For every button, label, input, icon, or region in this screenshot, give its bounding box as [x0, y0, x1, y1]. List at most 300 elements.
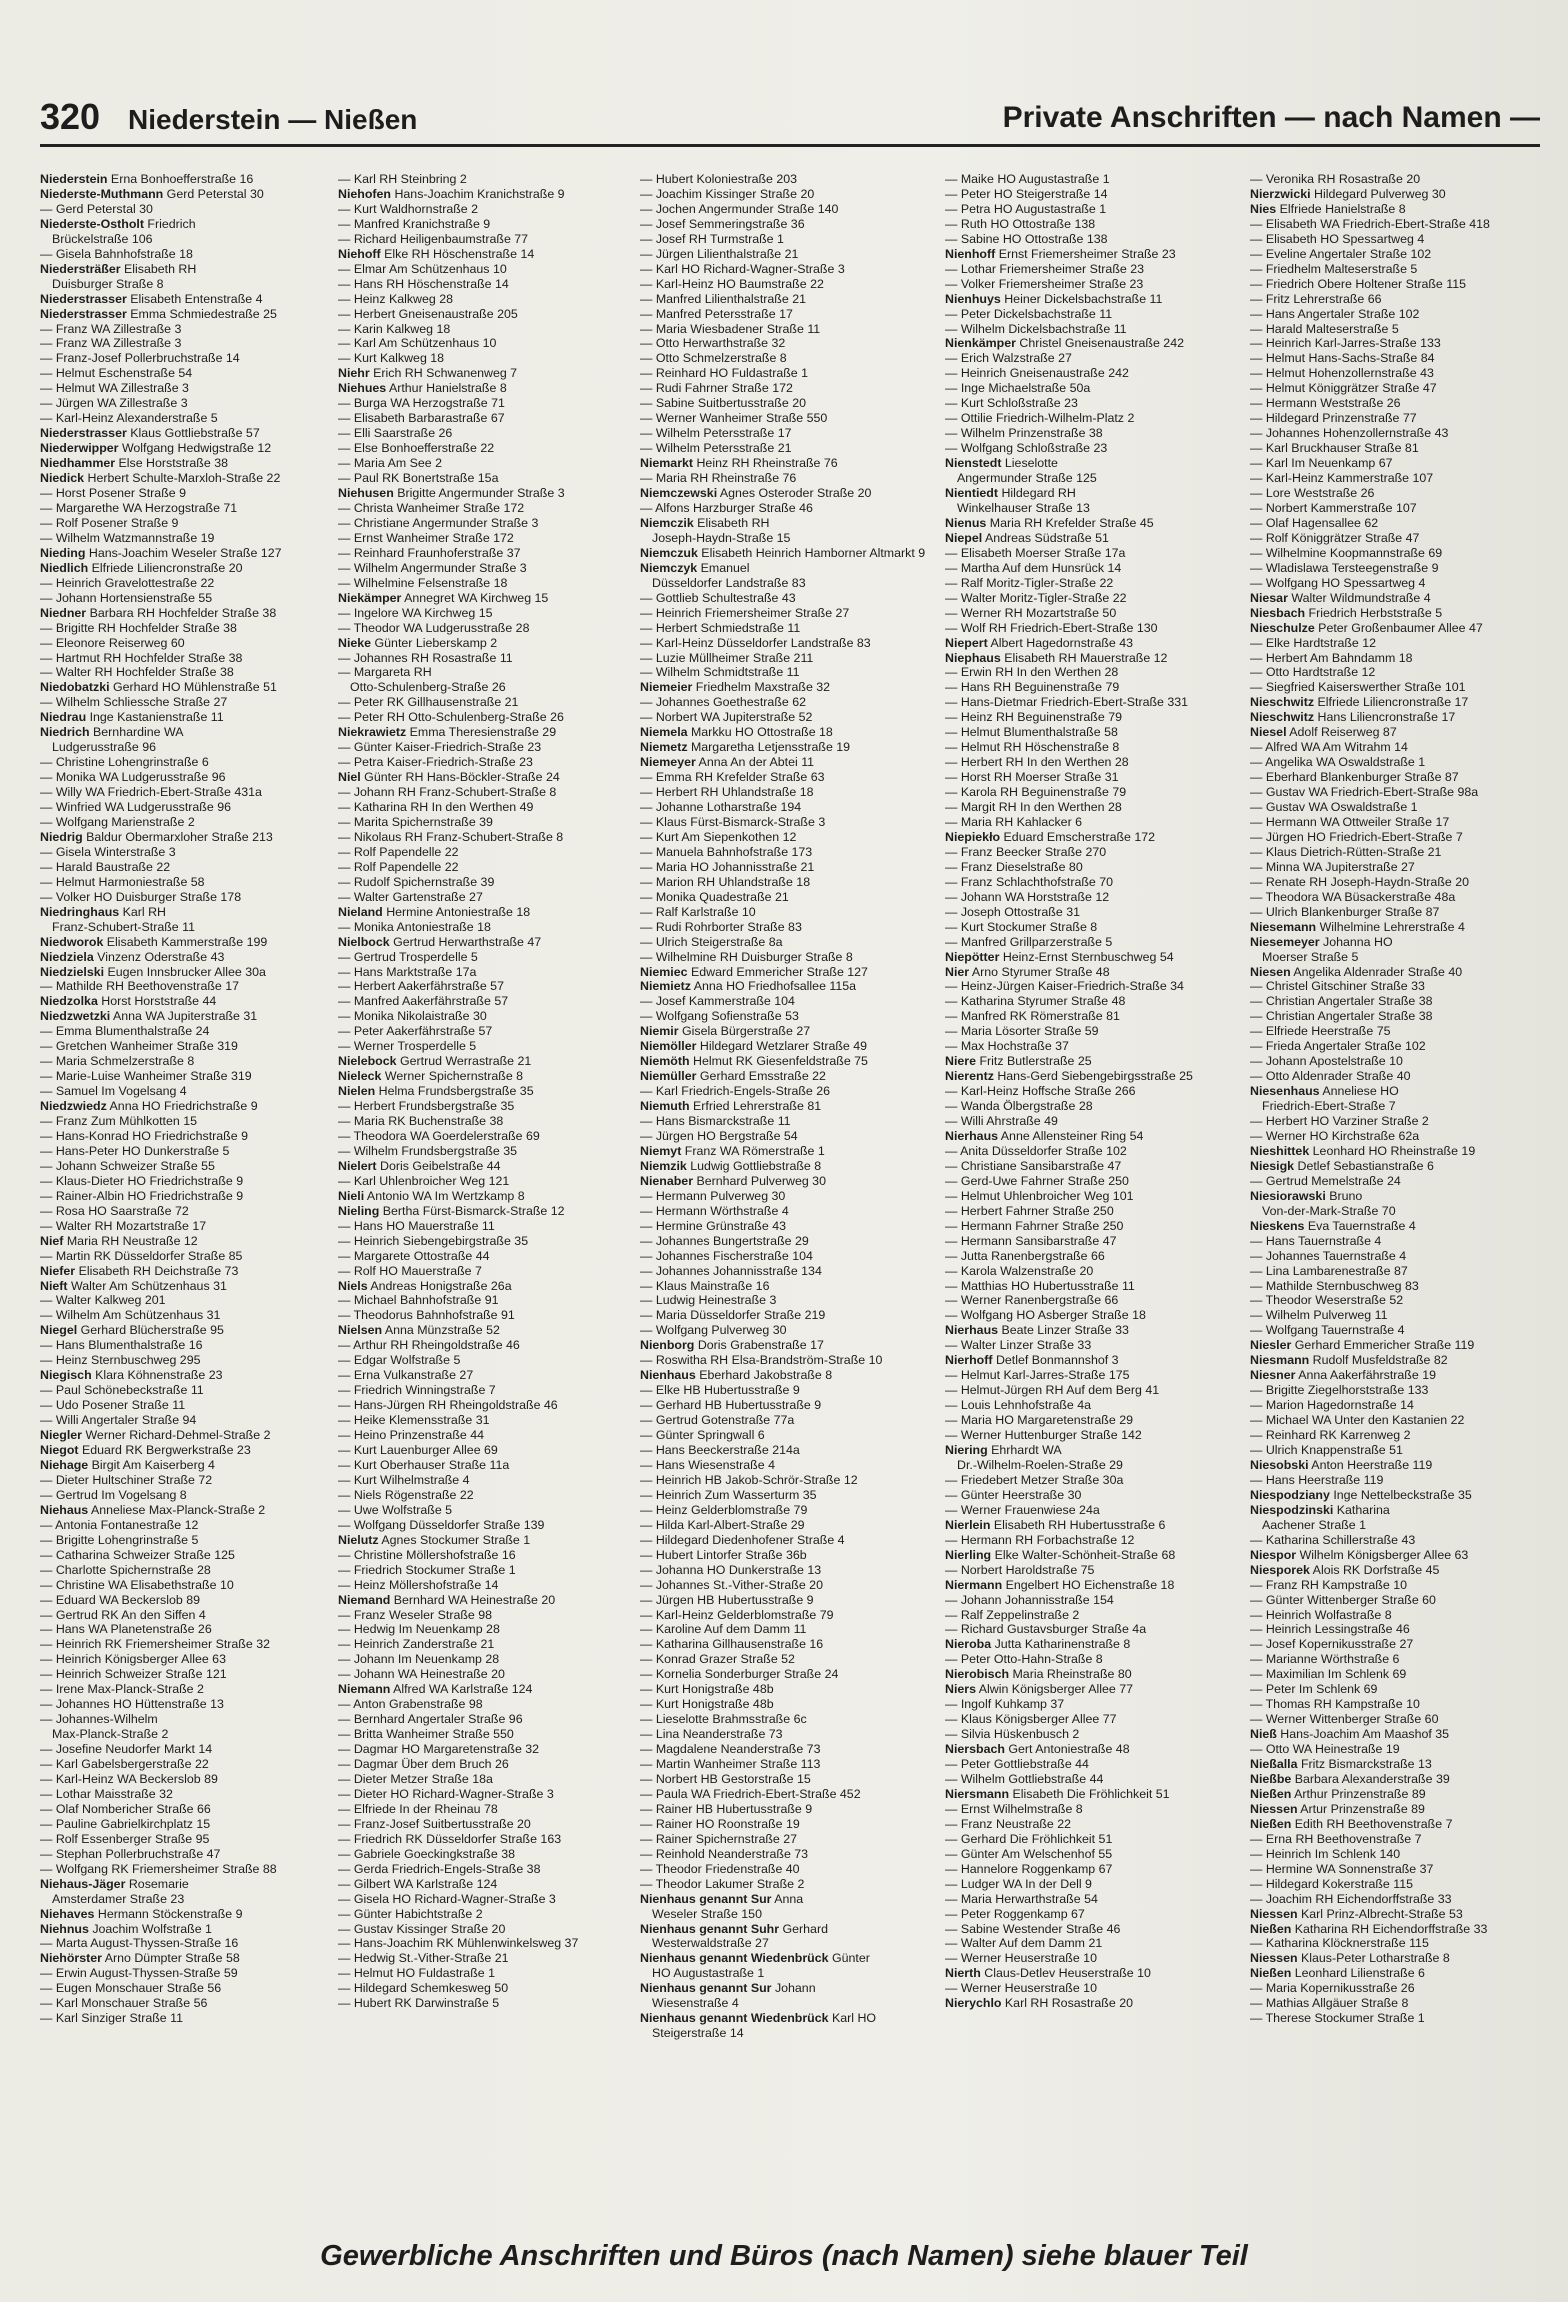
entry-details: — Manfred Kranichstraße 9 [338, 216, 491, 231]
directory-entry [40, 1084, 336, 1099]
entry-details: — Heinrich Zanderstraße 21 [338, 1637, 495, 1652]
directory-entry [640, 1787, 940, 1802]
directory-entry [1250, 1847, 1550, 1862]
directory-entry [640, 232, 940, 247]
entry-details: — Karin Kalkweg 18 [338, 321, 451, 336]
directory-entry [40, 1293, 336, 1308]
directory-entry [40, 920, 336, 935]
entry-details: — Manfred Lilienthalstraße 21 [640, 291, 806, 306]
surname: Nierling [945, 1547, 992, 1562]
directory-entry [945, 292, 1245, 307]
surname: Nießen [1250, 1921, 1292, 1936]
surname: Niemela [640, 725, 688, 740]
directory-entry [338, 621, 638, 636]
directory-entry [40, 1234, 336, 1249]
entry-details: Franz-Schubert-Straße 11 [52, 919, 196, 934]
directory-entry [1250, 1981, 1550, 1996]
entry-details: — Peter RH Otto-Schulenberg-Straße 26 [338, 710, 564, 725]
entry-details: — Erwin August-Thyssen-Straße 59 [40, 1966, 238, 1981]
surname: Nielebock [338, 1054, 397, 1069]
directory-entry [945, 1593, 1245, 1608]
directory-entry [1250, 1264, 1550, 1279]
surname: Niesbach [1250, 605, 1306, 620]
entry-details: — Hermann Pulverweg 30 [640, 1188, 786, 1203]
entry-details: HO Augustastraße 1 [652, 1966, 765, 1981]
entry-details: — Peter Gottliebstraße 44 [945, 1757, 1089, 1772]
directory-entry [945, 695, 1245, 710]
entry-details: — Dieter HO Richard-Wagner-Straße 3 [338, 1786, 554, 1801]
directory-entry [40, 1922, 336, 1937]
directory-entry [945, 277, 1245, 292]
entry-details: — Hans Blumenthalstraße 16 [40, 1338, 203, 1353]
entry-details: — Christiane Sansibarstraße 47 [945, 1158, 1122, 1173]
entry-details: Leonhard Lilienstraße 6 [1291, 1966, 1425, 1981]
entry-details: — Reinhold Neanderstraße 73 [640, 1846, 809, 1861]
directory-entry [40, 800, 336, 815]
directory-entry [945, 1159, 1245, 1174]
directory-entry [338, 1084, 638, 1099]
directory-entry [640, 785, 940, 800]
entry-details: — Elisabeth WA Friedrich-Ebert-Straße 418 [1250, 216, 1490, 231]
entry-details: — Rudi Fahrner Straße 172 [640, 381, 793, 396]
directory-entry [40, 1099, 336, 1114]
directory-entry [1250, 1877, 1550, 1892]
entry-details: — Hermann Wörthstraße 4 [640, 1203, 789, 1218]
entry-details: Westerwaldstraße 27 [652, 1936, 769, 1951]
entry-details: — Wilhelm Am Schützenhaus 31 [40, 1308, 221, 1323]
entry-details: — Wilhelm Gottliebstraße 44 [945, 1771, 1104, 1786]
entry-details: — Peter Dickelsbachstraße 11 [945, 306, 1113, 321]
directory-entry [945, 785, 1245, 800]
entry-details: — Martin RK Düsseldorfer Straße 85 [40, 1248, 243, 1263]
directory-entry [945, 1204, 1245, 1219]
directory-entry [1250, 351, 1550, 366]
surname: Nieschwitz [1250, 710, 1315, 725]
directory-entry [338, 1413, 638, 1428]
directory-entry [40, 322, 336, 337]
directory-entry [1250, 965, 1550, 980]
entry-details: Arno Dümpter Straße 58 [101, 1951, 240, 1966]
directory-entry [338, 740, 638, 755]
directory-entry [640, 1353, 940, 1368]
directory-entry [945, 1533, 1245, 1548]
directory-entry [640, 935, 940, 950]
directory-entry [338, 1323, 638, 1338]
directory-entry [338, 1189, 638, 1204]
directory-entry [640, 1892, 940, 1907]
directory-entry [1250, 725, 1550, 740]
entry-details: — Maike HO Augustastraße 1 [945, 172, 1110, 186]
entry-details: — Kurt Oberhauser Straße 11a [338, 1457, 510, 1472]
directory-entry [945, 1039, 1245, 1054]
entry-details: — Dieter Metzer Straße 18a [338, 1771, 493, 1786]
entry-details: — Josef RH Turmstraße 1 [640, 231, 784, 246]
directory-entry [40, 1413, 336, 1428]
directory-entry [1250, 1488, 1550, 1503]
entry-details: — Günter Heerstraße 30 [945, 1487, 1082, 1502]
directory-entry [1250, 1578, 1550, 1593]
surname: Niemann [338, 1682, 391, 1697]
directory-entry [945, 1129, 1245, 1144]
entry-details: — Monika Nikolaistraße 30 [338, 1009, 487, 1024]
entry-details: — Maria Herwarthstraße 54 [945, 1891, 1098, 1906]
entry-details: Eduard Emscherstraße 172 [1000, 829, 1156, 844]
directory-entry [40, 710, 336, 725]
directory-entry [640, 2011, 940, 2026]
directory-entry [1250, 1817, 1550, 1832]
entry-details: Christel Gneisenaustraße 242 [1015, 336, 1184, 351]
directory-entry [338, 1264, 638, 1279]
entry-details: — Johann Schweizer Straße 55 [40, 1158, 215, 1173]
entry-details: — Hans Bismarckstraße 11 [640, 1114, 791, 1129]
directory-entry [40, 1518, 336, 1533]
directory-entry [338, 1338, 638, 1353]
surname: Nienaber [640, 1173, 694, 1188]
surname: Nierzwicki [1250, 186, 1311, 201]
directory-entry [945, 1951, 1245, 1966]
directory-entry [338, 1862, 638, 1877]
surname: Niesemeyer [1250, 934, 1320, 949]
entry-details: — Wolfgang HO Asberger Straße 18 [945, 1308, 1146, 1323]
directory-entry [1250, 1144, 1550, 1159]
entry-details: — Ralf Moritz-Tigler-Straße 22 [945, 575, 1114, 590]
entry-details: — Gertrud Gotenstraße 77a [640, 1413, 795, 1428]
directory-entry [338, 277, 638, 292]
entry-details: — Hans Wiesenstraße 4 [640, 1457, 775, 1472]
directory-entry [338, 232, 638, 247]
entry-details: Emma Theresienstraße 29 [406, 725, 557, 740]
directory-entry [338, 725, 638, 740]
entry-details: Elke Walter-Schönheit-Straße 68 [991, 1547, 1176, 1562]
entry-details: — Heinz Kalkweg 28 [338, 291, 454, 306]
surname: Niedworok [40, 934, 104, 949]
directory-entry [1250, 576, 1550, 591]
entry-details: Margaretha Letjensstraße 19 [687, 740, 851, 755]
directory-entry [40, 1024, 336, 1039]
directory-entry [945, 1249, 1245, 1264]
directory-entry [640, 1578, 940, 1593]
entry-details: — Max Hochstraße 37 [945, 1039, 1069, 1054]
directory-entry [40, 1503, 336, 1518]
entry-details: — Karola Walzenstraße 20 [945, 1263, 1094, 1278]
directory-entry [1250, 501, 1550, 516]
directory-entry [338, 1009, 638, 1024]
entry-details: — Johannes St.-Vither-Straße 20 [640, 1577, 823, 1592]
entry-details: — Maria Wiesbadener Straße 11 [640, 321, 821, 336]
entry-details: Hans-Joachim Kranichstraße 9 [391, 186, 565, 201]
entry-details: — Wolfgang Tauernstraße 4 [1250, 1323, 1405, 1338]
entry-details: — Werner Heuserstraße 10 [945, 1951, 1097, 1966]
directory-entry [40, 1398, 336, 1413]
directory-entry [640, 1936, 940, 1951]
entry-details: — Dagmar Über dem Bruch 26 [338, 1757, 509, 1772]
entry-details: — Wilhelm Frundsbergstraße 35 [338, 1143, 518, 1158]
directory-entry [40, 217, 336, 232]
surname: Niedlich [40, 560, 89, 575]
directory-entry [945, 202, 1245, 217]
entry-details: Erfried Lehrerstraße 81 [689, 1099, 822, 1114]
directory-entry [40, 277, 336, 292]
directory-entry [338, 322, 638, 337]
entry-details: — Herbert RH Uhlandstraße 18 [640, 785, 814, 800]
directory-entry [338, 1757, 638, 1772]
entry-details: — Manfred Grillparzerstraße 5 [945, 934, 1113, 949]
directory-entry [640, 322, 940, 337]
directory-entry [945, 935, 1245, 950]
directory-entry [40, 1667, 336, 1682]
directory-entry [338, 262, 638, 277]
entry-details: — Franz WA Zillestraße 3 [40, 321, 182, 336]
entry-details: — Theodora WA Goerdelerstraße 69 [338, 1129, 540, 1143]
directory-entry [1250, 1593, 1550, 1608]
surname: Niesel [1250, 725, 1287, 740]
directory-entry [640, 307, 940, 322]
directory-entry [640, 277, 940, 292]
entry-details: Alwin Königsberger Allee 77 [976, 1682, 1134, 1697]
directory-entry [40, 875, 336, 890]
surname: Niedringhaus [40, 904, 120, 919]
entry-details: Fritz Bismarckstraße 13 [1297, 1757, 1432, 1772]
directory-entry [40, 441, 336, 456]
entry-details: Elisabeth RH [693, 515, 770, 530]
surname: Niekämper [338, 590, 402, 605]
directory-entry [640, 1428, 940, 1443]
directory-entry [338, 1353, 638, 1368]
entry-details: — Wilhelmine Felsenstraße 18 [338, 575, 508, 590]
entry-details: Emma Schmiedestraße 25 [126, 306, 277, 321]
page-number: 320 [40, 96, 101, 137]
entry-details: — Hildegard Diedenhofener Straße 4 [640, 1532, 845, 1547]
entry-details: — Herbert Aakerfährstraße 57 [338, 979, 504, 994]
surname: Niedzielski [40, 964, 105, 979]
entry-details: — Johannes HO Hüttenstraße 13 [40, 1697, 224, 1712]
directory-entry [1250, 1219, 1550, 1234]
entry-details: — Karl-Heinz Gelderblomstraße 79 [640, 1607, 834, 1622]
entry-details: — Hans Tauernstraße 4 [1250, 1233, 1382, 1248]
surname: Niehoff [338, 246, 381, 261]
surname: Nierth [945, 1966, 981, 1981]
entry-details: Karl Prinz-Albrecht-Straße 53 [1297, 1906, 1463, 1921]
directory-entry [945, 1443, 1245, 1458]
directory-entry [40, 905, 336, 920]
entry-details: — Franz Beecker Straße 270 [945, 844, 1107, 859]
entry-details: — Heinz Möllershofstraße 14 [338, 1577, 499, 1592]
entry-details: — Margarete Ottostraße 44 [338, 1248, 490, 1263]
entry-details: — Bernhard Angertaler Straße 96 [338, 1712, 523, 1727]
entry-details: Ehrhardt WA [987, 1443, 1062, 1458]
directory-entry [40, 695, 336, 710]
entry-details: — Franz RH Kampstraße 10 [1250, 1577, 1407, 1592]
entry-details: — Eberhard Blankenburger Straße 87 [1250, 770, 1459, 785]
surname: Niessen [1250, 1951, 1298, 1966]
directory-entry [338, 651, 638, 666]
directory-entry [338, 1054, 638, 1069]
entry-details: — Heinrich Friemersheimer Straße 27 [640, 605, 850, 620]
entry-details: Anneliese Max-Planck-Straße 2 [88, 1502, 266, 1517]
entry-details: — Herbert Fahrner Straße 250 [945, 1203, 1114, 1218]
directory-entry [338, 636, 638, 651]
directory-entry [945, 561, 1245, 576]
entry-details: — Friedhelm Malteserstraße 5 [1250, 261, 1418, 276]
entry-details: — Karl-Heinz Kammerstraße 107 [1250, 471, 1434, 486]
directory-entry [40, 396, 336, 411]
directory-entry [338, 1877, 638, 1892]
entry-details: — Louis Lehnhofstraße 4a [945, 1398, 1092, 1413]
entry-details: — Anton Grabenstraße 98 [338, 1697, 483, 1712]
entry-details: Gisela Bürgerstraße 27 [678, 1024, 811, 1039]
entry-details: — Helmut Königgrätzer Straße 47 [1250, 381, 1437, 396]
entry-details: — Manfred Aakerfährstraße 57 [338, 994, 509, 1009]
directory-entry [40, 1159, 336, 1174]
entry-details: — Willy WA Friedrich-Ebert-Straße 431a [40, 785, 262, 800]
directory-entry [945, 1084, 1245, 1099]
entry-details: — Lore Weststraße 26 [1250, 486, 1375, 501]
directory-entry [1250, 1308, 1550, 1323]
entry-details: Katharina RH Eichendorffstraße 33 [1291, 1921, 1488, 1936]
entry-details: — Walter Moritz-Tigler-Straße 22 [945, 590, 1127, 605]
entry-details: — Ludger WA In der Dell 9 [945, 1876, 1092, 1891]
directory-entry [338, 486, 638, 501]
listing-column-2 [338, 172, 638, 2214]
directory-entry [338, 1293, 638, 1308]
entry-details: — Helmut Karl-Jarres-Straße 175 [945, 1368, 1130, 1383]
entry-details: — Hubert Lintorfer Straße 36b [640, 1547, 807, 1562]
entry-details: — Günter Kaiser-Friedrich-Straße 23 [338, 740, 542, 755]
directory-entry [640, 1488, 940, 1503]
directory-entry [640, 441, 940, 456]
entry-details: — Rosa HO Saarstraße 72 [40, 1203, 189, 1218]
directory-entry [640, 1249, 940, 1264]
entry-details: Baldur Obermarxloher Straße 213 [82, 829, 273, 844]
entry-details: Hans-Gerd Siebengebirgsstraße 25 [993, 1069, 1193, 1084]
entry-details: — Werner Ranenbergstraße 66 [945, 1293, 1119, 1308]
entry-details: — Ludwig Heinestraße 3 [640, 1293, 777, 1308]
directory-entry [640, 1832, 940, 1847]
entry-details: — Minna WA Jupiterstraße 27 [1250, 859, 1415, 874]
directory-entry [640, 1877, 940, 1892]
entry-details: — Karl Am Schützenhaus 10 [338, 336, 497, 351]
entry-details: — Maria Am See 2 [338, 456, 442, 471]
entry-details: — Wilhelm Petersstraße 21 [640, 441, 792, 456]
directory-entry [1250, 1084, 1550, 1099]
entry-details: — Johann WA Heinestraße 20 [338, 1667, 505, 1682]
entry-details: — Lina Neanderstraße 73 [640, 1727, 783, 1742]
directory-entry [945, 606, 1245, 621]
directory-entry [338, 292, 638, 307]
entry-details: — Elfriede In der Rheinau 78 [338, 1801, 498, 1816]
directory-entry [1250, 785, 1550, 800]
directory-entry [945, 1637, 1245, 1652]
directory-entry [1250, 1338, 1550, 1353]
entry-details: — Eugen Monschauer Straße 56 [40, 1981, 222, 1996]
surname: Niehage [40, 1457, 89, 1472]
directory-entry [945, 1877, 1245, 1892]
entry-details: Ludgerusstraße 96 [52, 740, 157, 755]
entry-details: — Willi Angertaler Straße 94 [40, 1413, 197, 1428]
entry-details: — Arthur RH Rheingoldstraße 46 [338, 1338, 520, 1353]
directory-entry [1250, 277, 1550, 292]
directory-entry [945, 800, 1245, 815]
entry-details: Elfriede Liliencronstraße 20 [88, 560, 243, 575]
surname: Nierhaus [945, 1129, 999, 1143]
directory-entry [640, 1129, 940, 1144]
header-section-title: Private Anschriften — nach Namen — [1002, 101, 1540, 134]
directory-entry [945, 890, 1245, 905]
listing-column-5 [1250, 172, 1550, 2214]
entry-details: Brigitte Angermunder Straße 3 [393, 486, 565, 501]
directory-entry [338, 336, 638, 351]
entry-details: — Elke HB Hubertusstraße 9 [640, 1383, 800, 1398]
entry-details: — Maria Lösorter Straße 59 [945, 1024, 1099, 1039]
directory-entry [40, 1742, 336, 1757]
entry-details: Walter Wildmundstraße 4 [1287, 590, 1431, 605]
entry-details: Klara Köhnenstraße 23 [91, 1368, 223, 1383]
surname: Niedrig [40, 829, 83, 844]
directory-entry [1250, 621, 1550, 636]
directory-entry [1250, 1772, 1550, 1787]
surname: Nießalla [1250, 1757, 1298, 1772]
entry-details: — Friedebert Metzer Straße 30a [945, 1472, 1124, 1487]
entry-details: — Heinrich Königsberger Allee 63 [40, 1652, 226, 1667]
entry-details: — Karl Monschauer Straße 56 [40, 1996, 208, 2011]
entry-details: — Jürgen HO Bergstraße 54 [640, 1129, 798, 1143]
directory-entry [945, 471, 1245, 486]
entry-details: — Lothar Friemersheimer Straße 23 [945, 261, 1145, 276]
directory-entry [640, 710, 940, 725]
directory-entry [640, 336, 940, 351]
entry-details: — Karl Bruckhauser Straße 81 [1250, 441, 1419, 456]
directory-entry [640, 486, 940, 501]
directory-entry [40, 979, 336, 994]
entry-details: Anna HO Friedrichstraße 9 [106, 1099, 258, 1114]
surname: Niesar [1250, 590, 1288, 605]
surname: Nielbock [338, 934, 390, 949]
surname: Nief [40, 1233, 64, 1248]
entry-details: Herbert Schulte-Marxloh-Straße 22 [84, 471, 281, 486]
entry-details: — Monika Antoniestraße 18 [338, 919, 491, 934]
directory-entry [1250, 1802, 1550, 1817]
directory-entry [945, 1503, 1245, 1518]
directory-entry [40, 770, 336, 785]
directory-entry [640, 1383, 940, 1398]
entry-details: — Elisabeth Moerser Straße 17a [945, 545, 1126, 560]
directory-entry [1250, 1862, 1550, 1877]
directory-entry [945, 1652, 1245, 1667]
entry-details: — Frieda Angertaler Straße 102 [1250, 1039, 1426, 1054]
directory-entry [1250, 486, 1550, 501]
directory-entry [338, 516, 638, 531]
surname: Niermann [945, 1577, 1003, 1592]
directory-entry [945, 516, 1245, 531]
directory-entry [640, 770, 940, 785]
directory-entry [40, 1039, 336, 1054]
directory-entry [1250, 1383, 1550, 1398]
surname: Niesler [1250, 1338, 1292, 1353]
entry-details: Günter Lieberskamp 2 [371, 635, 498, 650]
directory-entry [945, 426, 1245, 441]
entry-details: Heinz-Ernst Sternbuschweg 54 [999, 949, 1174, 964]
surname: Niedzolka [40, 994, 98, 1009]
directory-entry [1250, 755, 1550, 770]
entry-details: — Johannes Johannisstraße 134 [640, 1263, 822, 1278]
directory-entry [640, 1712, 940, 1727]
entry-details: Emanuel [697, 560, 750, 575]
entry-details: — Hans-Konrad HO Friedrichstraße 9 [40, 1129, 248, 1143]
directory-entry [1250, 636, 1550, 651]
directory-entry [1250, 366, 1550, 381]
directory-entry [640, 950, 940, 965]
entry-details: — Franz Zum Mühlkotten 15 [40, 1114, 198, 1129]
